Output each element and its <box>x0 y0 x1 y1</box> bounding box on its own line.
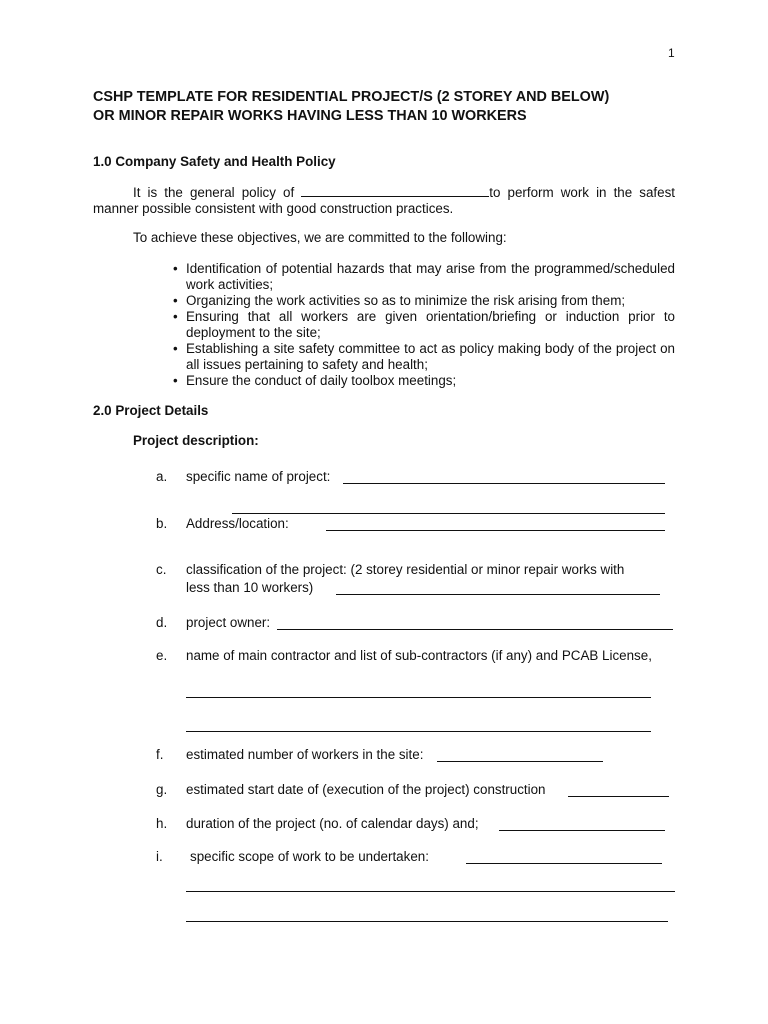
policy-paragraph <box>93 184 675 217</box>
classification-line-2: less than 10 workers) <box>186 580 314 595</box>
scope-blank-3[interactable] <box>186 921 668 922</box>
section-1-heading: 1.0 Company Safety and Health Policy <box>93 154 336 169</box>
section-2-heading: 2.0 Project Details <box>93 403 209 418</box>
duration-blank[interactable] <box>499 830 665 831</box>
list-item: • Ensure the conduct of daily toolbox meetings; <box>172 373 675 389</box>
company-name-blank[interactable] <box>301 184 489 197</box>
document-page: 1 CSHP TEMPLATE FOR RESIDENTIAL PROJECT/S (2 STOREY AND BELOW) OR MINOR REPAIR WORKS HAVING LESS THAN 10 WORKERS 1.0 Company Safety and Health Policy It is the general policy of to perform work in the safest manner possible consistent with good construction practices. To achieve these objectives, we are committed to the following: • Identification of potential hazards that may arise from the programmed/scheduled work activities; • Organizing the work activities so as to minimize the risk arising from them; • Ensuring that all workers are given orientation/briefing or induction prior to deployment to the site; • Establishing a site safety committee to act as policy making body of the project on all issues pertaining to safety and health; • Ensure the conduct of daily toolbox meetings; 2.0 Project Details Project description: a. specific name of project: b. Address/location: c. classification of the project: (2 storey residential or minor repair works with less than 10 workers) d. project owner: e. name of main contractor and list of sub-contractors (if any) and PCAB License, f. estimated number of workers in the site: g. estimated start date of (execution of the project) construction h. duration of the project (no. of calendar days) and; i. specific scope of work to be undertaken: <box>0 0 768 1024</box>
project-name-blank[interactable] <box>343 483 665 484</box>
address-blank[interactable] <box>326 530 665 531</box>
list-item: • Identification of potential hazards that may arise from the programmed/scheduled work activities; <box>172 261 675 293</box>
document-title <box>93 88 693 126</box>
scope-blank-2[interactable] <box>186 891 675 892</box>
list-item: • Ensuring that all workers are given orientation/briefing or induction prior to deployment to the site; <box>172 309 675 341</box>
list-item: • Organizing the work activities so as to minimize the risk arising from them; <box>172 293 675 309</box>
project-name-blank-2[interactable] <box>232 513 665 514</box>
title-line-1: CSHP TEMPLATE FOR RESIDENTIAL PROJECT/S (2 STOREY AND BELOW) <box>93 89 610 105</box>
contractors-blank-2[interactable] <box>186 731 651 732</box>
objectives-intro: To achieve these objectives, we are committed to the following: <box>133 230 507 245</box>
policy-prefix: It is the general policy of <box>133 185 295 200</box>
project-owner-blank[interactable] <box>277 629 673 630</box>
project-description-heading: Project description: <box>133 433 259 448</box>
title-line-2: OR MINOR REPAIR WORKS HAVING LESS THAN 10 WORKERS <box>93 108 527 124</box>
commitments-list <box>172 261 675 389</box>
page-number: 1 <box>668 46 675 60</box>
field-contractors: e. name of main contractor and list of sub-contractors (if any) and PCAB License, <box>156 648 652 663</box>
classification-blank[interactable] <box>336 594 660 595</box>
start-date-blank[interactable] <box>568 796 669 797</box>
contractors-blank-1[interactable] <box>186 697 651 698</box>
scope-blank-1[interactable] <box>466 863 662 864</box>
policy-suffix: to perform work in the safest manner possible consistent with good construction practices. <box>93 185 675 216</box>
list-item: • Establishing a site safety committee to act as policy making body of the project on all issues pertaining to safety and health; <box>172 341 675 373</box>
worker-count-blank[interactable] <box>437 761 603 762</box>
